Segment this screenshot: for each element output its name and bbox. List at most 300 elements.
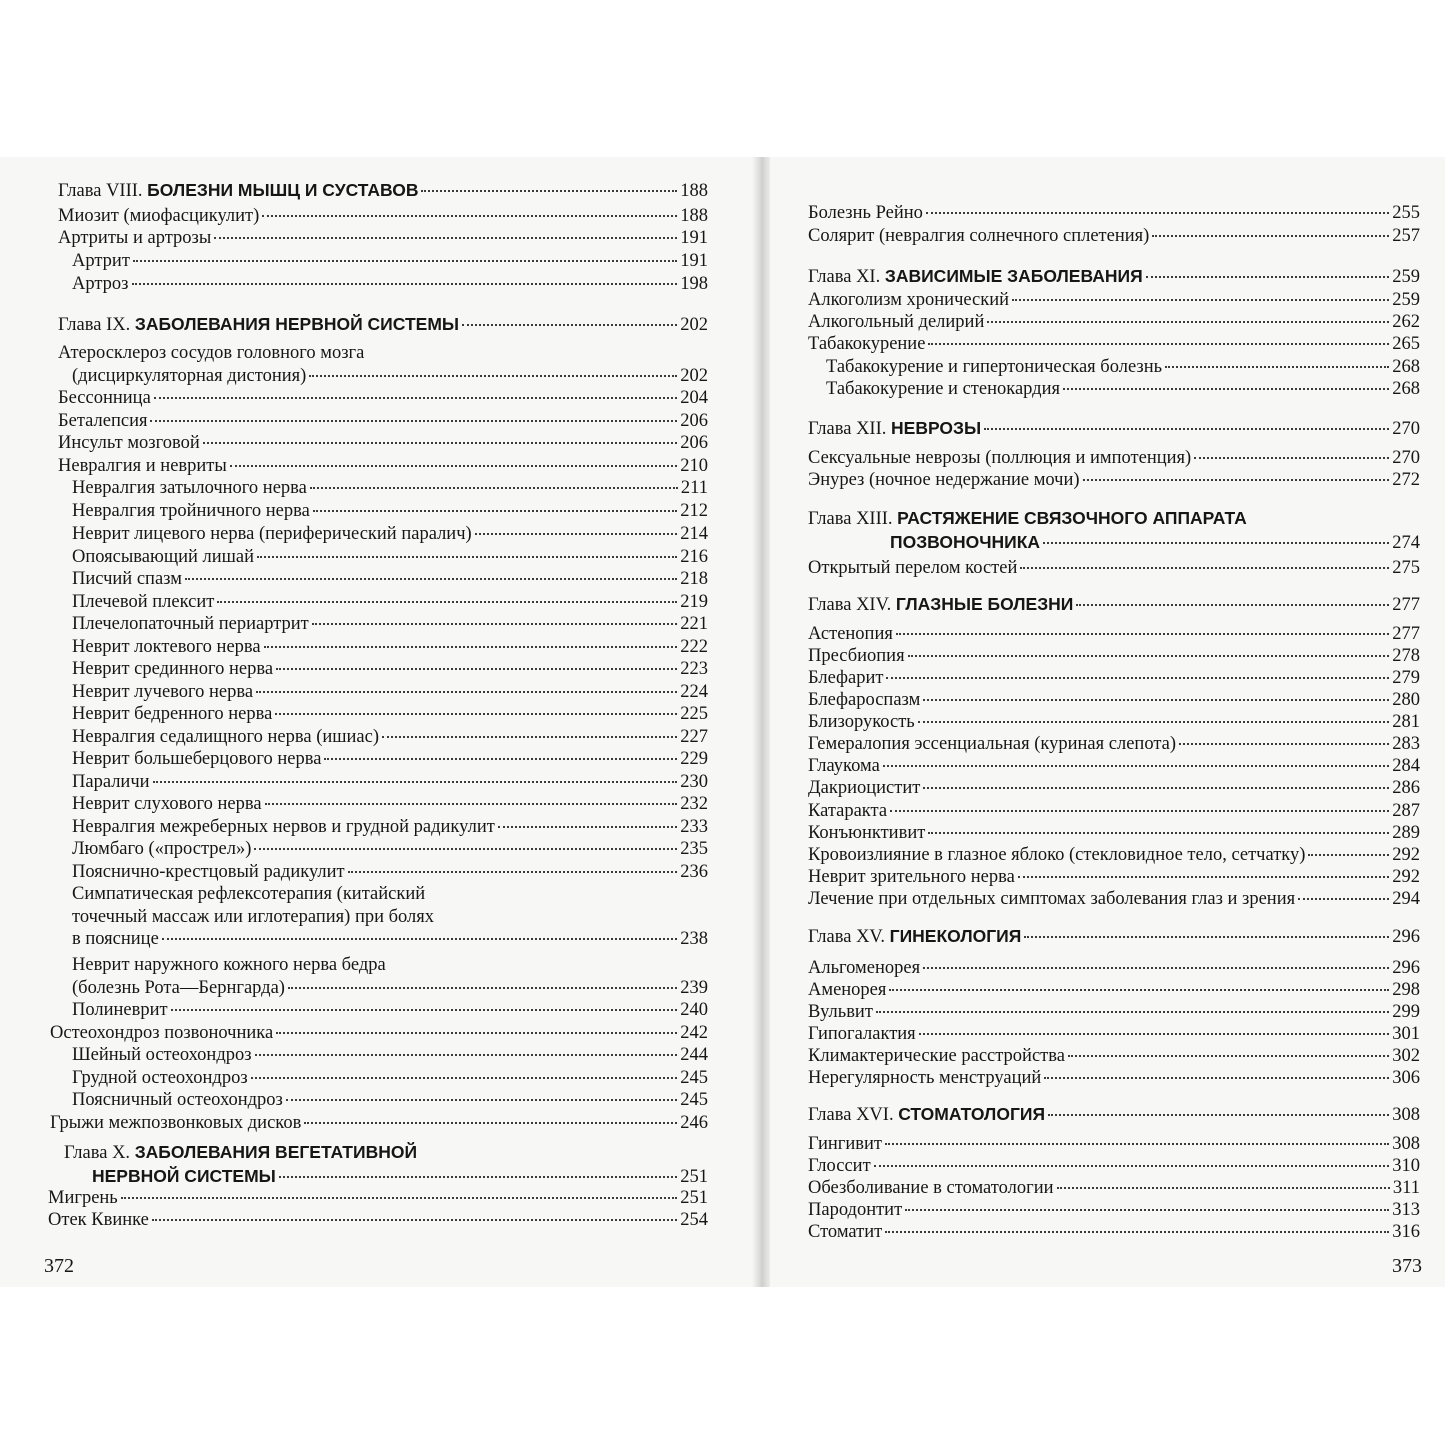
entry-title bbox=[808, 1155, 871, 1177]
toc-entry bbox=[808, 755, 1420, 777]
page-ref: 221 bbox=[680, 614, 708, 634]
chapter-label: Глава XIII. bbox=[808, 509, 898, 529]
dot-leader bbox=[264, 646, 678, 648]
entry-text: Люмбаго («прострел») bbox=[72, 839, 252, 859]
entry-title bbox=[808, 689, 920, 711]
entry-title bbox=[72, 748, 321, 770]
entry-title bbox=[58, 387, 151, 409]
page-ref: 281 bbox=[1392, 712, 1420, 732]
dot-leader bbox=[1044, 1077, 1389, 1079]
entry-text: Неврит лицевого нерва (периферический паралич) bbox=[72, 524, 472, 544]
page-ref: 310 bbox=[1392, 1156, 1420, 1176]
entry-title bbox=[72, 273, 129, 295]
page-ref: 274 bbox=[1392, 533, 1420, 553]
entry-title bbox=[58, 432, 200, 454]
page-ref: 235 bbox=[680, 839, 708, 859]
entry-text: Сексуальные неврозы (поллюция и импотенция) bbox=[808, 448, 1192, 468]
dot-leader bbox=[890, 810, 1389, 812]
entry-title bbox=[72, 681, 253, 703]
entry-title bbox=[64, 1143, 417, 1163]
dot-leader bbox=[230, 465, 677, 467]
toc-entry bbox=[808, 1023, 1420, 1045]
entry-text: Грыжи межпозвонковых дисков bbox=[50, 1113, 302, 1133]
entry-title bbox=[808, 1045, 1065, 1067]
toc-entry bbox=[808, 711, 1420, 733]
page-ref: 284 bbox=[1392, 756, 1420, 776]
entry-title bbox=[72, 636, 261, 658]
page-ref: 301 bbox=[1392, 1024, 1420, 1044]
dot-leader bbox=[885, 1143, 1389, 1145]
entry-text: Табакокурение и гипертоническая болезнь bbox=[826, 357, 1163, 377]
dot-leader bbox=[1146, 276, 1390, 278]
entry-text: Пресбиопия bbox=[808, 646, 905, 666]
dot-leader bbox=[1018, 876, 1389, 878]
dot-leader bbox=[150, 420, 677, 422]
entry-title bbox=[808, 888, 1295, 910]
toc-entry bbox=[808, 1177, 1420, 1199]
toc-entry bbox=[72, 273, 708, 295]
dot-leader bbox=[279, 1176, 677, 1178]
page-ref: 296 bbox=[1392, 958, 1420, 978]
entry-text: Вульвит bbox=[808, 1002, 873, 1022]
chapter-heading bbox=[808, 417, 1420, 440]
entry-text: Неврит лучевого нерва bbox=[72, 682, 254, 702]
book-gutter bbox=[752, 157, 770, 1287]
chapter-heading bbox=[64, 1141, 417, 1164]
toc-entry bbox=[72, 1089, 708, 1111]
toc-entry bbox=[808, 1067, 1420, 1089]
entry-text: Артроз bbox=[72, 274, 129, 294]
entry-title bbox=[808, 593, 1073, 616]
page-ref: 277 bbox=[1392, 624, 1420, 644]
dot-leader bbox=[1179, 743, 1389, 745]
entry-title bbox=[808, 844, 1305, 866]
chapter-title: ГЛАЗНЫЕ БОЛЕЗНИ bbox=[895, 594, 1074, 614]
entry-title bbox=[72, 477, 307, 499]
dot-leader bbox=[262, 215, 677, 217]
entry-text: точечный массаж или иглотерапия) при болях bbox=[72, 907, 435, 927]
toc-entry bbox=[72, 838, 708, 860]
page-ref: 210 bbox=[680, 456, 708, 476]
page-number: 373 bbox=[1392, 1255, 1422, 1277]
page-ref: 292 bbox=[1392, 867, 1420, 887]
entry-text: Симпатическая рефлексотерапия (китайский bbox=[72, 884, 426, 904]
toc-entry bbox=[808, 311, 1420, 333]
entry-text: Алкоголизм хронический bbox=[808, 290, 1010, 310]
entry-text: Лечение при отдельных симптомах заболевания глаз и зрения bbox=[808, 889, 1296, 909]
dot-leader bbox=[1308, 854, 1389, 856]
entry-text: Инсульт мозговой bbox=[58, 433, 200, 453]
toc-entry bbox=[808, 957, 1420, 979]
entry-title bbox=[58, 205, 259, 227]
dot-leader bbox=[1024, 936, 1389, 938]
entry-text: Неврит локтевого нерва bbox=[72, 637, 261, 657]
toc-entry bbox=[72, 977, 708, 999]
toc-entry bbox=[58, 205, 708, 227]
entry-title bbox=[808, 1133, 882, 1155]
page-ref: 188 bbox=[680, 181, 708, 201]
toc-entry bbox=[808, 979, 1420, 1001]
toc-entry bbox=[58, 227, 708, 249]
page-ref: 283 bbox=[1392, 734, 1420, 754]
entry-text: Писчий спазм bbox=[72, 569, 182, 589]
entry-title bbox=[72, 771, 150, 793]
dot-leader bbox=[1063, 388, 1389, 390]
dot-leader bbox=[251, 1077, 678, 1079]
entry-text: Альгоменорея bbox=[808, 958, 921, 978]
dot-leader bbox=[382, 736, 677, 738]
entry-title bbox=[808, 667, 883, 689]
page-ref: 313 bbox=[1392, 1200, 1420, 1220]
toc-entry bbox=[72, 906, 434, 928]
entry-text: Конъюнктивит bbox=[808, 823, 926, 843]
entry-title bbox=[72, 1044, 252, 1066]
dot-leader bbox=[257, 556, 677, 558]
page-ref: 216 bbox=[680, 547, 708, 567]
page-ref: 212 bbox=[680, 501, 708, 521]
entry-title bbox=[808, 447, 1191, 469]
page-ref: 229 bbox=[680, 749, 708, 769]
entry-title bbox=[72, 703, 272, 725]
page-ref: 278 bbox=[1392, 646, 1420, 666]
page-ref: 287 bbox=[1392, 801, 1420, 821]
dot-leader bbox=[132, 283, 678, 285]
toc-entry bbox=[58, 410, 708, 432]
toc-entry bbox=[72, 793, 708, 815]
entry-title bbox=[72, 658, 273, 680]
chapter-title: НЕВРОЗЫ bbox=[891, 418, 982, 438]
dot-leader bbox=[896, 633, 1389, 635]
dot-leader bbox=[1083, 479, 1390, 481]
entry-title bbox=[48, 1209, 149, 1231]
dot-leader bbox=[919, 1033, 1390, 1035]
toc-entry bbox=[808, 888, 1420, 910]
entry-text: Неврит бедренного нерва bbox=[72, 704, 273, 724]
dot-leader bbox=[348, 871, 678, 873]
entry-title bbox=[808, 1103, 1045, 1126]
page-ref: 265 bbox=[1392, 334, 1420, 354]
entry-text: Артрит bbox=[72, 251, 130, 271]
toc-entry bbox=[808, 469, 1420, 491]
toc-entry bbox=[808, 1155, 1420, 1177]
dot-leader bbox=[874, 1165, 1390, 1167]
dot-leader bbox=[885, 1231, 1389, 1233]
dot-leader bbox=[462, 324, 677, 326]
page-ref: 225 bbox=[680, 704, 708, 724]
toc-entry bbox=[808, 333, 1420, 355]
dot-leader bbox=[1194, 457, 1389, 459]
dot-leader bbox=[203, 442, 678, 444]
entry-text: Отек Квинке bbox=[48, 1210, 149, 1230]
page-ref: 214 bbox=[680, 524, 708, 544]
entry-title bbox=[72, 838, 251, 860]
entry-text: Дакриоцистит bbox=[808, 778, 921, 798]
page-ref: 233 bbox=[680, 817, 708, 837]
page-ref: 202 bbox=[680, 315, 708, 335]
entry-title bbox=[58, 455, 227, 477]
entry-title bbox=[72, 928, 159, 950]
entry-text: Неврит слухового нерва bbox=[72, 794, 262, 814]
entry-text: Шейный остеохондроз bbox=[72, 1045, 252, 1065]
entry-text: Болезнь Рейно bbox=[808, 203, 923, 223]
dot-leader bbox=[121, 1197, 678, 1199]
toc-entry bbox=[808, 623, 1420, 645]
page-ref: 227 bbox=[680, 727, 708, 747]
toc-entry bbox=[808, 844, 1420, 866]
chapter-heading bbox=[58, 313, 708, 336]
page-ref: 198 bbox=[680, 274, 708, 294]
entry-title bbox=[72, 907, 434, 927]
page-ref: 311 bbox=[1392, 1178, 1420, 1198]
page-ref: 308 bbox=[1392, 1105, 1420, 1125]
dot-leader bbox=[926, 212, 1389, 214]
entry-text: Атеросклероз сосудов головного мозга bbox=[58, 343, 365, 363]
dot-leader bbox=[889, 989, 1389, 991]
page-ref: 244 bbox=[680, 1045, 708, 1065]
chapter-label: Глава XI. bbox=[808, 267, 885, 287]
page-ref: 245 bbox=[680, 1090, 708, 1110]
entry-text: Аменорея bbox=[808, 980, 887, 1000]
dot-leader bbox=[908, 655, 1390, 657]
entry-title bbox=[808, 509, 1247, 529]
dot-leader bbox=[162, 938, 677, 940]
chapter-title: БОЛЕЗНИ МЫШЦ И СУСТАВОВ bbox=[147, 180, 419, 200]
chapter-heading bbox=[808, 507, 1247, 530]
entry-text: Стоматит bbox=[808, 1222, 883, 1242]
page-ref: 275 bbox=[1392, 558, 1420, 578]
toc-entry bbox=[808, 645, 1420, 667]
page-ref: 206 bbox=[680, 433, 708, 453]
entry-text: Грудной остеохондроз bbox=[72, 1068, 248, 1088]
chapter-title: СТОМАТОЛОГИЯ bbox=[898, 1104, 1046, 1124]
toc-entry bbox=[72, 703, 708, 725]
entry-title bbox=[808, 925, 1021, 948]
dot-leader bbox=[984, 428, 1389, 430]
toc-entry bbox=[808, 447, 1420, 469]
entry-text: Остеохондроз позвоночника bbox=[50, 1023, 274, 1043]
page-ref: 240 bbox=[680, 1000, 708, 1020]
entry-title bbox=[808, 311, 984, 333]
dot-leader bbox=[1057, 1187, 1390, 1189]
chapter-heading bbox=[808, 593, 1420, 616]
dot-leader bbox=[918, 721, 1390, 723]
page-ref: 299 bbox=[1392, 1002, 1420, 1022]
toc-entry bbox=[72, 748, 708, 770]
page-ref: 202 bbox=[680, 366, 708, 386]
dot-leader bbox=[421, 190, 677, 192]
entry-title bbox=[50, 1022, 273, 1044]
entry-title bbox=[808, 755, 880, 777]
dot-leader bbox=[265, 803, 678, 805]
entry-title bbox=[808, 822, 925, 844]
entry-text: Табакокурение bbox=[808, 334, 926, 354]
toc-entry bbox=[808, 289, 1420, 311]
page-ref: 270 bbox=[1392, 419, 1420, 439]
dot-leader bbox=[288, 987, 677, 989]
dot-leader bbox=[1068, 1055, 1389, 1057]
toc-entry bbox=[72, 477, 708, 499]
chapter-heading bbox=[58, 179, 708, 202]
entry-title bbox=[808, 957, 920, 979]
dot-leader bbox=[255, 1054, 678, 1056]
dot-leader bbox=[214, 237, 677, 239]
right-page bbox=[770, 157, 1445, 1287]
entry-text: Гемералопия эссенциальная (куриная слепота) bbox=[808, 734, 1177, 754]
page-ref: 232 bbox=[680, 794, 708, 814]
chapter-title: НЕРВНОЙ СИСТЕМЫ bbox=[92, 1166, 276, 1186]
entry-title bbox=[808, 733, 1176, 755]
page-ref: 251 bbox=[680, 1188, 708, 1208]
toc-entry bbox=[808, 822, 1420, 844]
toc-entry bbox=[58, 387, 708, 409]
entry-text: Блефароспазм bbox=[808, 690, 921, 710]
entry-title bbox=[72, 1089, 283, 1111]
entry-text: Климактерические расстройства bbox=[808, 1046, 1065, 1066]
dot-leader bbox=[928, 832, 1389, 834]
entry-text: Алкогольный делирий bbox=[808, 312, 985, 332]
entry-title bbox=[72, 726, 379, 748]
chapter-heading bbox=[808, 925, 1420, 948]
entry-text: Неврит зрительного нерва bbox=[808, 867, 1015, 887]
chapter-title: ЗАВИСИМЫЕ ЗАБОЛЕВАНИЯ bbox=[884, 266, 1143, 286]
toc-entry bbox=[808, 1199, 1420, 1221]
entry-text: Опоясывающий лишай bbox=[72, 547, 254, 567]
page-ref: 224 bbox=[680, 682, 708, 702]
entry-title bbox=[808, 202, 923, 224]
entry-title bbox=[808, 979, 886, 1001]
entry-title bbox=[72, 999, 168, 1021]
page-ref: 270 bbox=[1392, 448, 1420, 468]
entry-text: Беталепсия bbox=[58, 411, 148, 431]
entry-text: Поясничный остеохондроз bbox=[72, 1090, 283, 1110]
entry-title bbox=[808, 1199, 902, 1221]
toc-entry bbox=[72, 861, 708, 883]
toc-entry bbox=[826, 378, 1420, 400]
dot-leader bbox=[1165, 366, 1389, 368]
toc-entry bbox=[808, 1001, 1420, 1023]
dot-leader bbox=[1298, 898, 1389, 900]
dot-leader bbox=[154, 397, 677, 399]
dot-leader bbox=[324, 758, 677, 760]
entry-title bbox=[72, 500, 310, 522]
dot-leader bbox=[286, 1099, 677, 1101]
toc-entry bbox=[72, 999, 708, 1021]
entry-text: в пояснице bbox=[72, 929, 159, 949]
page-ref: 289 bbox=[1392, 823, 1420, 843]
entry-title bbox=[72, 250, 130, 272]
page-ref: 298 bbox=[1392, 980, 1420, 1000]
entry-text: Солярит (невралгия солнечного сплетения) bbox=[808, 226, 1150, 246]
entry-title bbox=[808, 866, 1015, 888]
dot-leader bbox=[304, 1122, 677, 1124]
entry-text: Невралгия и невриты bbox=[58, 456, 227, 476]
entry-title bbox=[808, 289, 1009, 311]
dot-leader bbox=[928, 343, 1389, 345]
dot-leader bbox=[312, 623, 677, 625]
toc-entry bbox=[72, 816, 708, 838]
page-ref: 191 bbox=[680, 251, 708, 271]
page-ref: 188 bbox=[680, 206, 708, 226]
entry-title bbox=[58, 227, 211, 249]
entry-title bbox=[72, 568, 182, 590]
entry-text: Пародонтит bbox=[808, 1200, 903, 1220]
page-ref: 218 bbox=[680, 569, 708, 589]
toc-entry bbox=[72, 726, 708, 748]
page-number: 372 bbox=[44, 1255, 74, 1277]
entry-text: Энурез (ночное недержание мочи) bbox=[808, 470, 1080, 490]
chapter-label: Глава VIII. bbox=[58, 181, 148, 201]
entry-text: Астенопия bbox=[808, 624, 893, 644]
dot-leader bbox=[498, 826, 677, 828]
toc-entry bbox=[50, 1112, 708, 1134]
entry-text: Катаракта bbox=[808, 801, 888, 821]
chapter-label: Глава IX. bbox=[58, 315, 135, 335]
dot-leader bbox=[309, 375, 677, 377]
dot-leader bbox=[923, 967, 1389, 969]
page-ref: 279 bbox=[1392, 668, 1420, 688]
dot-leader bbox=[923, 699, 1389, 701]
page-ref: 204 bbox=[680, 388, 708, 408]
chapter-title: РАСТЯЖЕНИЕ СВЯЗОЧНОГО АППАРАТА bbox=[897, 508, 1247, 528]
dot-leader bbox=[1076, 604, 1389, 606]
entry-title bbox=[50, 1112, 301, 1134]
chapter-title: ПОЗВОНОЧНИКА bbox=[890, 532, 1041, 552]
entry-text: Пояснично-крестцовый радикулит bbox=[72, 862, 345, 882]
entry-text: Открытый перелом костей bbox=[808, 558, 1018, 578]
toc-entry bbox=[808, 866, 1420, 888]
dot-leader bbox=[876, 1011, 1389, 1013]
dot-leader bbox=[185, 578, 677, 580]
entry-text: Табакокурение и стенокардия bbox=[826, 379, 1060, 399]
page-ref: 255 bbox=[1392, 203, 1420, 223]
entry-text: Обезболивание в стоматологии bbox=[808, 1178, 1054, 1198]
toc-entry bbox=[808, 689, 1420, 711]
page-ref: 191 bbox=[680, 228, 708, 248]
toc-entry bbox=[72, 1067, 708, 1089]
entry-title bbox=[72, 884, 425, 904]
toc-entry bbox=[72, 771, 708, 793]
page-ref: 223 bbox=[680, 659, 708, 679]
entry-text: Блефарит bbox=[808, 668, 884, 688]
page-ref: 239 bbox=[680, 978, 708, 998]
entry-text: Глоссит bbox=[808, 1156, 871, 1176]
toc-entry bbox=[72, 365, 708, 387]
entry-title bbox=[58, 343, 364, 363]
entry-title bbox=[826, 378, 1060, 400]
toc-entry bbox=[72, 928, 708, 950]
entry-text: Мигрень bbox=[48, 1188, 118, 1208]
dot-leader bbox=[171, 1009, 678, 1011]
entry-text: Плечелопаточный периартрит bbox=[72, 614, 309, 634]
dot-leader bbox=[254, 848, 677, 850]
toc-entry bbox=[72, 500, 708, 522]
entry-title bbox=[808, 800, 887, 822]
page-ref: 306 bbox=[1392, 1068, 1420, 1088]
entry-title bbox=[58, 179, 418, 202]
entry-title bbox=[72, 591, 214, 613]
toc-entry bbox=[808, 557, 1420, 579]
page-ref: 292 bbox=[1392, 845, 1420, 865]
entry-text: Миозит (миофасцикулит) bbox=[58, 206, 260, 226]
entry-title bbox=[808, 1001, 873, 1023]
page-ref: 277 bbox=[1392, 595, 1420, 615]
page-ref: 257 bbox=[1392, 226, 1420, 246]
dot-leader bbox=[153, 781, 678, 783]
page-ref: 302 bbox=[1392, 1046, 1420, 1066]
book-spread bbox=[0, 157, 1445, 1287]
page-ref: 286 bbox=[1392, 778, 1420, 798]
entry-title bbox=[808, 1067, 1041, 1089]
